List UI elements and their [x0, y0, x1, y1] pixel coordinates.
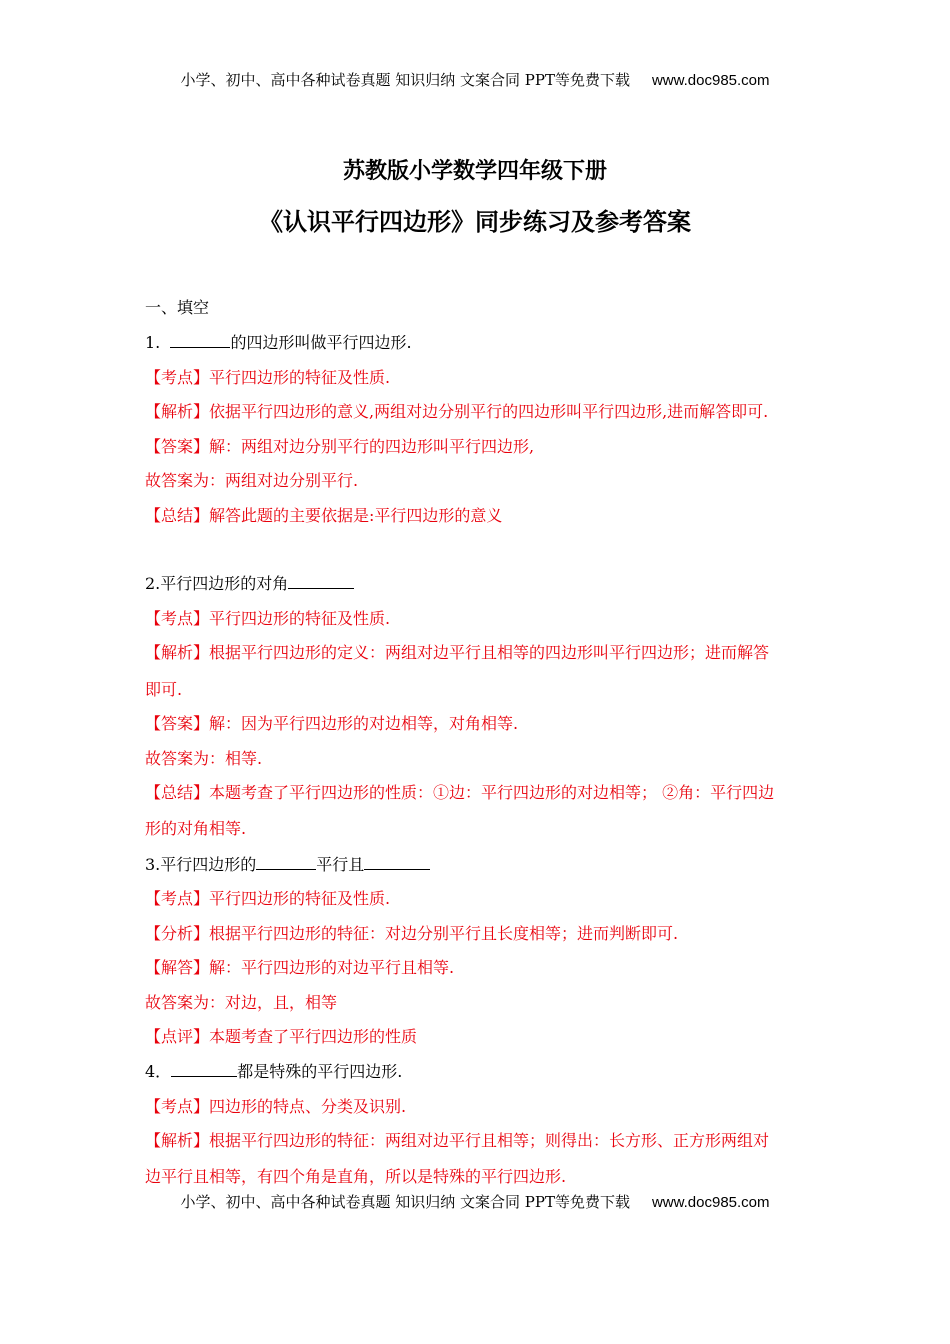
- footer-url-link[interactable]: www.doc985.com: [651, 1194, 770, 1211]
- question-3: [145, 852, 825, 875]
- q1-answer-blank[interactable]: [170, 332, 230, 348]
- q3-text-pre: 3.平行四边形的: [145, 855, 257, 874]
- q2-zongjie-2: 形的对角相等.: [145, 819, 247, 838]
- q2-answer-blank[interactable]: [288, 573, 354, 589]
- q2-jiexi-1: 【解析】根据平行四边形的定义：两组对边平行且相等的四边形叫平行四边形；进而解答: [145, 643, 770, 662]
- q3-jieda: 【解答】解：平行四边形的对边平行且相等.: [145, 958, 455, 977]
- header-text: 小学、初中、高中各种试卷真题 知识归纳 文案合同 PPT等免费下载: [180, 71, 630, 89]
- q1-daan: 【答案】解：两组对边分别平行的四边形叫平行四边形,: [145, 437, 535, 456]
- header-url-link[interactable]: www.doc985.com: [651, 72, 770, 89]
- q2-kaodian: 【考点】平行四边形的特征及性质.: [145, 609, 391, 628]
- q4-jiexi-1: 【解析】根据平行四边形的特征：两组对边平行且相等；则得出：长方形、正方形两组对: [145, 1131, 770, 1150]
- page-header: [0, 69, 950, 90]
- q4-kaodian: 【考点】四边形的特点、分类及识别.: [145, 1097, 407, 1116]
- title-line-1: 苏教版小学数学四年级下册: [342, 159, 607, 184]
- q4-text: 都是特殊的平行四边形.: [237, 1062, 403, 1081]
- q1-text: 的四边形叫做平行四边形.: [230, 333, 412, 352]
- q2-jiexi-2: 即可.: [145, 680, 183, 699]
- q4-number: 4．: [145, 1062, 172, 1081]
- q1-kaodian: 【考点】平行四边形的特征及性质.: [145, 368, 391, 387]
- q3-kaodian: 【考点】平行四边形的特征及性质.: [145, 889, 391, 908]
- q3-answer-blank-2[interactable]: [364, 854, 430, 870]
- question-2: [145, 571, 825, 594]
- q3-answer-blank-1[interactable]: [256, 854, 316, 870]
- q3-fenxi: 【分析】根据平行四边形的特征：对边分别平行且长度相等；进而判断即可.: [145, 924, 679, 943]
- question-4: [145, 1059, 825, 1082]
- page-footer: [0, 1191, 950, 1212]
- q2-text: 2.平行四边形的对角: [145, 574, 289, 593]
- q4-answer-blank[interactable]: [171, 1061, 237, 1077]
- q2-zongjie-1: 【总结】本题考查了平行四边形的性质：①边：平行四边形的对边相等； ②角：平行四边: [145, 783, 775, 802]
- q1-zongjie: 【总结】解答此题的主要依据是:平行四边形的意义: [145, 506, 503, 525]
- q2-daan: 【答案】解：因为平行四边形的对边相等，对角相等.: [145, 714, 519, 733]
- q3-final: 故答案为：对边，且，相等: [145, 993, 338, 1012]
- title-line-2: 《认识平行四边形》同步练习及参考答案: [259, 208, 691, 236]
- footer-text: 小学、初中、高中各种试卷真题 知识归纳 文案合同 PPT等免费下载: [180, 1193, 630, 1211]
- question-1: [145, 330, 825, 353]
- q1-final: 故答案为：两组对边分别平行.: [145, 471, 359, 490]
- q4-jiexi-2: 边平行且相等，有四个角是直角，所以是特殊的平行四边形.: [145, 1167, 567, 1186]
- q1-jiexi: 【解析】依据平行四边形的意义,两组对边分别平行的四边形叫平行四边形,进而解答即可.: [145, 402, 769, 421]
- q3-dianping: 【点评】本题考查了平行四边形的性质: [145, 1027, 418, 1046]
- q2-final: 故答案为：相等.: [145, 749, 263, 768]
- section-heading: 一、填空: [145, 298, 210, 317]
- q1-number: 1.: [145, 333, 171, 352]
- q3-text-mid: 平行且: [316, 855, 365, 874]
